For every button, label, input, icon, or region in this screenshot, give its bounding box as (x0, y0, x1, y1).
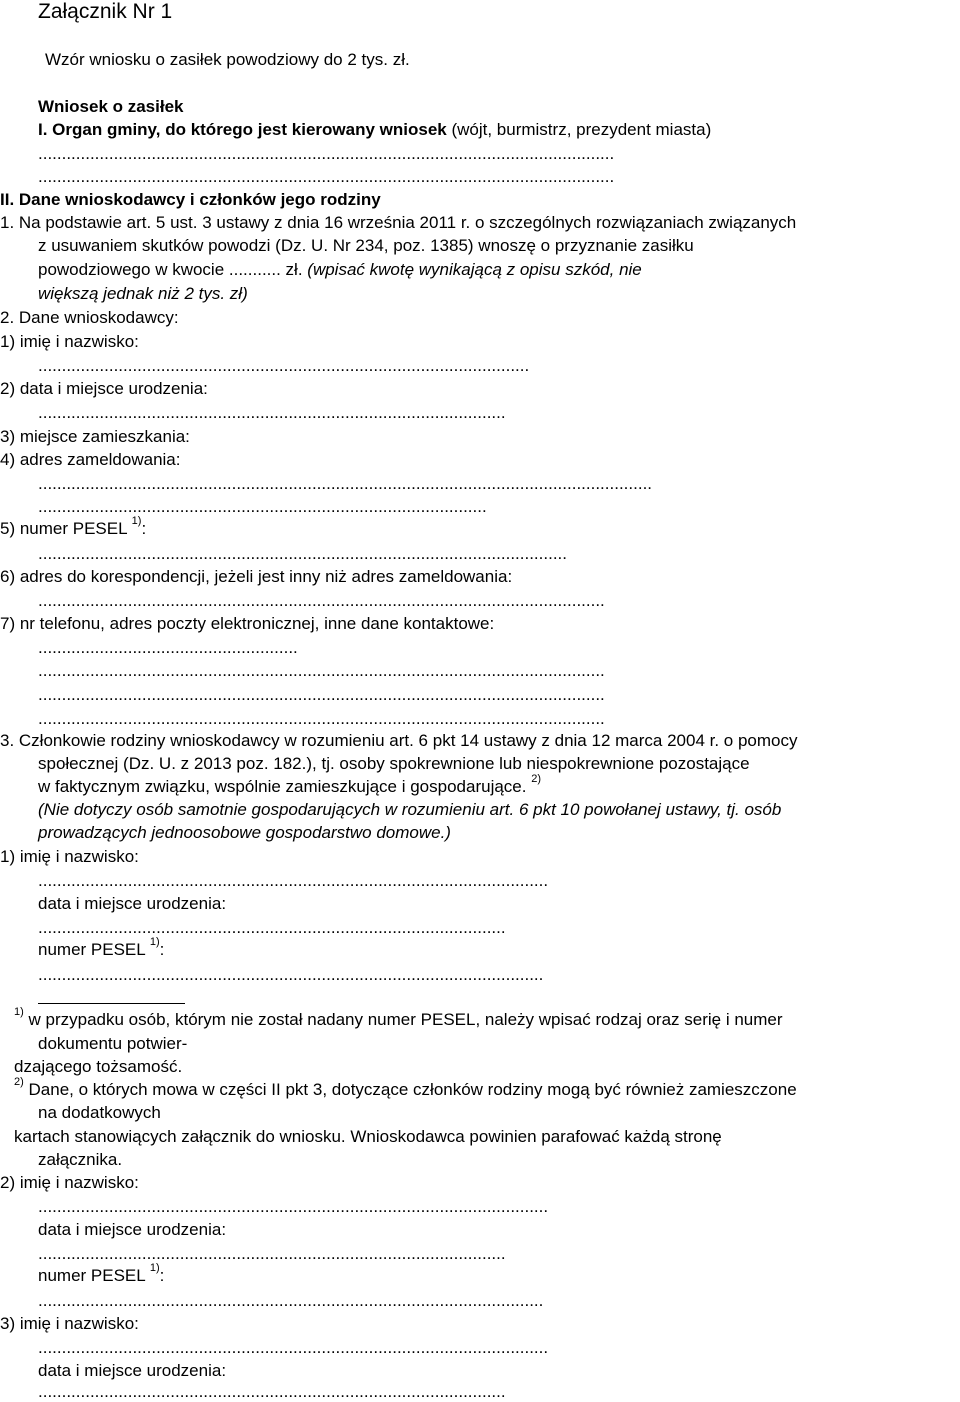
section-1-fill-line-1[interactable]: .......................................................................................................................... (38, 144, 615, 163)
footnote-2-line1 (14, 1076, 797, 1100)
member-1-pesel-footnote-ref: 1) (149, 936, 160, 949)
applicant-pesel-colon: : (141, 519, 147, 538)
applicant-pesel-label-text: 5) numer PESEL (0, 519, 127, 538)
footnote-ref-1: 1) (131, 515, 142, 528)
footnote-separator (38, 1003, 185, 1004)
family-members-heading-line3 (38, 773, 541, 797)
correspondence-address-field[interactable]: ........................................................................................................................ (38, 591, 605, 610)
footnote-1-text: w przypadku osób, którym nie został nadany numer PESEL, należy wpisać rodzaj oraz serię i numer (23, 1010, 783, 1029)
section-2-heading: II. Dane wnioskodawcy i członków jego rodziny (0, 190, 381, 209)
member-2-pesel-footnote-ref: 1) (149, 1262, 160, 1275)
family-members-heading-line2: społecznej (Dz. U. z 2013 poz. 182.), tj. osoby spokrewnione lub niespokrewnione pozostające (38, 754, 750, 773)
applicant-pesel-label (0, 515, 147, 539)
footnote-2-text: Dane, o których mowa w części II pkt 3, dotyczące członków rodziny mogą być również zamieszczone (23, 1080, 797, 1099)
family-note-line1: (Nie dotyczy osób samotnie gospodarujących w rozumieniu art. 6 pkt 10 powołanej ustawy, tj. osób (38, 800, 782, 819)
member-2-pesel-colon: : (159, 1266, 165, 1285)
member-1-name-field[interactable]: ............................................................................................................ (38, 871, 549, 890)
amount-note: (wpisać kwotę wynikającą z opisu szkód, nie (307, 260, 642, 279)
footnote-2-line4: załącznika. (38, 1150, 123, 1169)
member-1-birth-label: data i miejsce urodzenia: (38, 894, 227, 913)
contact-data-field-4[interactable]: ........................................................................................................................ (38, 709, 605, 728)
applicant-registered-address-label: 4) adres zameldowania: (0, 450, 181, 469)
section-2-p1-line1: 1. Na podstawie art. 5 ust. 3 ustawy z dnia 16 września 2011 r. o szczególnych rozwiązaniach związanych (0, 213, 797, 232)
attachment-title: Załącznik Nr 1 (38, 0, 173, 23)
contact-data-field-2[interactable]: ........................................................................................................................ (38, 661, 605, 680)
applicant-data-heading: 2. Dane wnioskodawcy: (0, 308, 179, 327)
footnote-1-line1 (14, 1006, 783, 1030)
amount-note-cont: większą jednak niż 2 tys. zł) (38, 284, 248, 303)
applicant-pesel-field[interactable]: ................................................................................................................ (38, 544, 567, 563)
section-1-fill-line-2[interactable]: .......................................................................................................................... (38, 167, 615, 186)
section-1-heading-bold: I. Organ gminy, do którego jest kierowany wniosek (38, 120, 447, 139)
member-1-pesel-field[interactable]: ........................................................................................................... (38, 965, 544, 984)
contact-data-field-1[interactable]: ....................................................... (38, 638, 298, 657)
member-2-birth-field[interactable]: ................................................................................................... (38, 1244, 506, 1263)
member-1-pesel-colon: : (159, 940, 165, 959)
member-2-pesel-label (38, 1262, 165, 1286)
applicant-registered-address-field-2[interactable]: ............................................................................................... (38, 497, 487, 516)
member-3-name-label: 3) imię i nazwisko: (0, 1314, 139, 1333)
applicant-residence-label: 3) miejsce zamieszkania: (0, 427, 190, 446)
member-3-birth-field[interactable]: ................................................................................................... (38, 1382, 506, 1401)
footnote-2-line2: na dodatkowych (38, 1103, 161, 1122)
contact-data-field-3[interactable]: ........................................................................................................................ (38, 685, 605, 704)
member-1-birth-field[interactable]: ................................................................................................... (38, 918, 506, 937)
section-2-p1-line3 (38, 260, 642, 280)
applicant-name-label: 1) imię i nazwisko: (0, 332, 139, 351)
member-1-name-label: 1) imię i nazwisko: (0, 847, 139, 866)
member-3-birth-label: data i miejsce urodzenia: (38, 1361, 227, 1380)
application-title: Wniosek o zasiłek (38, 97, 184, 116)
section-1-heading (38, 120, 711, 140)
family-note-line2: prowadzących jednoosobowe gospodarstwo domowe.) (38, 823, 451, 842)
applicant-birth-field[interactable]: ................................................................................................... (38, 403, 506, 422)
footnote-1-line3: dzającego tożsamość. (14, 1057, 183, 1076)
member-2-name-field[interactable]: ............................................................................................................ (38, 1197, 549, 1216)
member-1-pesel-label (38, 936, 165, 960)
contact-data-label: 7) nr telefonu, adres poczty elektronicznej, inne dane kontaktowe: (0, 614, 495, 633)
member-1-pesel-text: numer PESEL (38, 940, 146, 959)
amount-field[interactable]: powodziowego w kwocie ........... zł. (38, 260, 308, 279)
member-2-name-label: 2) imię i nazwisko: (0, 1173, 139, 1192)
footnote-2-line3: kartach stanowiących załącznik do wniosku. Wnioskodawca powinien parafować każdą stronę (14, 1127, 722, 1146)
footnote-1-mark: 1) (14, 1006, 24, 1019)
member-2-pesel-field[interactable]: ........................................................................................................... (38, 1291, 544, 1310)
section-2-p1-line2: z usuwaniem skutków powodzi (Dz. U. Nr 234, poz. 1385) wnoszę o przyznanie zasiłku (38, 236, 694, 255)
member-3-name-field[interactable]: ............................................................................................................ (38, 1338, 549, 1357)
family-members-heading-line3-text: w faktycznym związku, wspólnie zamieszkujące i gospodarujące. (38, 777, 527, 796)
correspondence-address-label: 6) adres do korespondencji, jeżeli jest inny niż adres zameldowania: (0, 567, 513, 586)
section-1-heading-rest: (wójt, burmistrz, prezydent miasta) (446, 120, 712, 139)
form-subtitle: Wzór wniosku o zasiłek powodziowy do 2 tys. zł. (45, 50, 410, 69)
applicant-name-field[interactable]: ........................................................................................................ (38, 356, 530, 375)
footnote-ref-2: 2) (531, 773, 541, 786)
applicant-registered-address-field-1[interactable]: .................................................................................................................................. (38, 474, 653, 493)
applicant-birth-label: 2) data i miejsce urodzenia: (0, 379, 208, 398)
member-2-pesel-text: numer PESEL (38, 1266, 146, 1285)
footnote-2-mark: 2) (14, 1076, 24, 1089)
member-2-birth-label: data i miejsce urodzenia: (38, 1220, 227, 1239)
family-members-heading-line1: 3. Członkowie rodziny wnioskodawcy w rozumieniu art. 6 pkt 14 ustawy z dnia 12 marca 2004 r. o pomocy (0, 731, 798, 750)
footnote-1-line2: dokumentu potwier- (38, 1034, 188, 1053)
